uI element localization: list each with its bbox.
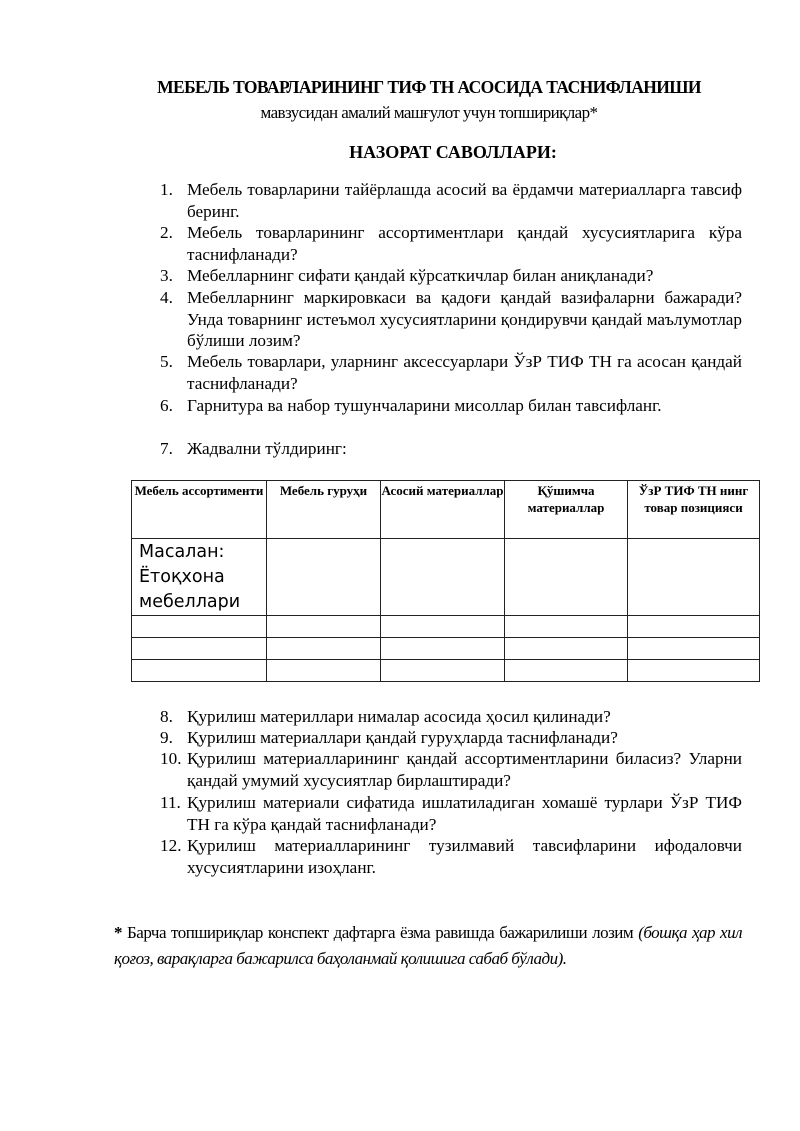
question-number: 2. bbox=[160, 223, 173, 242]
document-title: МЕБЕЛЬ ТОВАРЛАРИНИНГ ТИФ ТН АСОСИДА ТАСНИФЛАНИШИ bbox=[157, 77, 701, 97]
footnote-italic: (бошқа ҳар хил қоғоз, варақларга бажарилса баҳоланмай қолишига сабаб бўлади). bbox=[114, 923, 743, 968]
question-7 bbox=[160, 438, 742, 460]
footnote-text: Барча топшириқлар конспект дафтарга ёзма равишда бажарилиши лозим bbox=[122, 923, 639, 942]
table-cell-empty bbox=[132, 616, 267, 638]
question-text: Мебель товарларини тайёрлашда асосий ва ёрдамчи материалларга тавсиф беринг. bbox=[187, 180, 742, 221]
table-header-cell: Қўшимча материаллар bbox=[505, 481, 628, 539]
table-cell-empty bbox=[381, 616, 505, 638]
example-line: Масалан: bbox=[139, 542, 225, 562]
table-cell-empty bbox=[505, 616, 628, 638]
table-row bbox=[132, 616, 760, 638]
question-9 bbox=[160, 727, 742, 749]
document-subtitle: мавзусидан амалий машғулот учун топшириқлар* bbox=[260, 103, 598, 122]
footnote bbox=[114, 920, 742, 972]
question-text: Гарнитура ва набор тушунчаларини мисоллар билан тавсифланг. bbox=[187, 396, 662, 415]
table-cell-empty bbox=[132, 638, 267, 660]
table-cell-empty bbox=[267, 539, 381, 616]
question-number: 9. bbox=[160, 728, 173, 747]
table-row bbox=[132, 539, 760, 616]
question-5 bbox=[160, 351, 742, 394]
question-10 bbox=[160, 748, 742, 791]
example-line: мебеллари bbox=[139, 592, 241, 612]
question-4 bbox=[160, 287, 742, 352]
question-number: 6. bbox=[160, 396, 173, 415]
table-cell-empty bbox=[132, 660, 267, 682]
table-header-cell: Асосий материаллар bbox=[381, 481, 505, 539]
question-text: Қурилиш материали сифатида ишлатиладиган хомашё турлари ЎзР ТИФ ТН га кўра қандай таснифланади? bbox=[187, 793, 742, 834]
question-text: Жадвални тўлдиринг: bbox=[187, 439, 347, 458]
question-text: Қурилиш материалларининг тузилмавий тавсифларини ифодаловчи хусусиятларини изоҳланг. bbox=[187, 836, 742, 877]
table-cell-empty bbox=[267, 616, 381, 638]
question-number: 12. bbox=[160, 836, 182, 855]
question-3 bbox=[160, 265, 742, 287]
question-number: 11. bbox=[160, 793, 181, 812]
question-text: Қурилиш материалларининг қандай ассортиментларини биласиз? Уларни қандай умумий хусусиятлар бирлаштиради? bbox=[187, 749, 742, 790]
question-6 bbox=[160, 395, 742, 417]
table-cell-empty bbox=[381, 660, 505, 682]
table-cell-empty bbox=[628, 539, 760, 616]
footnote-star: * bbox=[114, 923, 122, 942]
table-cell-empty bbox=[505, 638, 628, 660]
table-header-cell: Мебель гуруҳи bbox=[267, 481, 381, 539]
table-cell-empty bbox=[505, 660, 628, 682]
question-1 bbox=[160, 179, 742, 222]
question-12 bbox=[160, 835, 742, 878]
question-number: 10. bbox=[160, 749, 182, 768]
table-header-cell: ЎзР ТИФ ТН нинг товар позицияси bbox=[628, 481, 760, 539]
question-text: Қурилиш материллари нималар асосида ҳосил қилинади? bbox=[187, 707, 611, 726]
question-8 bbox=[160, 706, 742, 728]
section-heading: НАЗОРАТ САВОЛЛАРИ: bbox=[349, 142, 557, 162]
question-number: 1. bbox=[160, 180, 173, 199]
table-cell-empty bbox=[628, 660, 760, 682]
table-cell-empty bbox=[628, 616, 760, 638]
question-2 bbox=[160, 222, 742, 265]
table-header-cell: Мебель ассортименти bbox=[132, 481, 267, 539]
table-row bbox=[132, 638, 760, 660]
table-cell-empty bbox=[381, 539, 505, 616]
question-text: Мебель товарлари, уларнинг аксессуарлари ЎзР ТИФ ТН га асосан қандай таснифланади? bbox=[187, 352, 742, 393]
question-text: Мебелларнинг маркировкаси ва қадоғи қандай вазифаларни бажаради? Унда товарнинг истеъмол хусусиятларини қондирувчи қандай маълумотлар бўлиши лозим? bbox=[187, 288, 742, 350]
example-line: Ётоқхона bbox=[139, 567, 225, 587]
table-cell-empty bbox=[381, 638, 505, 660]
question-text: Мебелларнинг сифати қандай кўрсаткичлар билан аниқланади? bbox=[187, 266, 654, 285]
table-cell-empty bbox=[628, 638, 760, 660]
question-number: 4. bbox=[160, 288, 173, 307]
table-cell-empty bbox=[267, 660, 381, 682]
question-number: 7. bbox=[160, 439, 173, 458]
question-number: 5. bbox=[160, 352, 173, 371]
assortment-table bbox=[131, 480, 760, 682]
table-cell-example bbox=[132, 539, 267, 616]
question-text: Мебель товарларининг ассортиментлари қандай хусусиятларига кўра таснифланади? bbox=[187, 223, 742, 264]
table-row bbox=[132, 660, 760, 682]
question-text: Қурилиш материаллари қандай гуруҳларда таснифланади? bbox=[187, 728, 618, 747]
table-cell-empty bbox=[267, 638, 381, 660]
question-number: 8. bbox=[160, 707, 173, 726]
question-number: 3. bbox=[160, 266, 173, 285]
table-header-row bbox=[132, 481, 760, 539]
question-11 bbox=[160, 792, 742, 835]
table-cell-empty bbox=[505, 539, 628, 616]
